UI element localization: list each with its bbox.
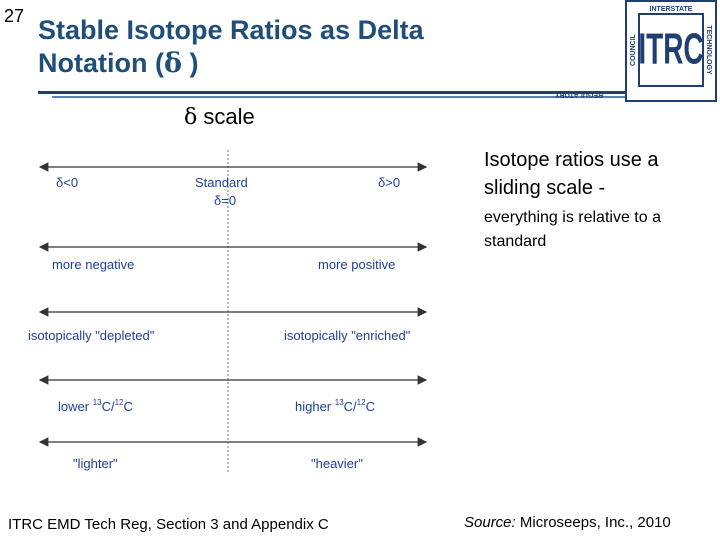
label-lower-carbon-ratio — [58, 398, 133, 414]
higher-sup-12: 12 — [356, 398, 366, 407]
lower-prefix: lower — [58, 399, 93, 414]
explanation-text — [484, 146, 709, 254]
delta-scale-diagram — [28, 140, 448, 480]
logo-right-text: TECHNOLOGY — [705, 25, 712, 75]
label-delta-less-than-zero: δ<0 — [56, 175, 79, 190]
label-more-positive: more positive — [318, 257, 396, 272]
logo-top-text: INTERSTATE — [649, 6, 693, 13]
explanation-line-2: everything is relative to a standard — [484, 209, 661, 250]
footer-reference: ITRC EMD Tech Reg, Section 3 and Appendix C — [8, 516, 329, 533]
label-delta-equals-zero: δ=0 — [214, 193, 237, 208]
footer-source — [464, 514, 671, 531]
label-standard: Standard — [195, 175, 248, 190]
title-line-2 — [38, 47, 598, 80]
source-label: Source: — [464, 514, 516, 531]
higher-prefix: higher — [295, 399, 335, 414]
scale-delta-symbol: δ — [184, 105, 198, 130]
logo-bottom-text: REGULATORY — [554, 91, 604, 98]
title-prefix: Notation ( — [38, 48, 164, 78]
logo-left-text: COUNCIL — [630, 34, 637, 66]
explanation-line-1: Isotope ratios use a sliding scale - — [484, 149, 659, 199]
slide-title — [38, 14, 598, 80]
slide-number: 27 — [4, 6, 25, 26]
lower-sup-13: 13 — [92, 398, 102, 407]
label-isotopically-enriched: isotopically "enriched" — [284, 328, 411, 343]
scale-heading-word: scale — [203, 104, 255, 129]
source-value: Microseeps, Inc., 2010 — [515, 514, 671, 531]
title-rule-light — [52, 96, 628, 98]
lower-mid: C/ — [101, 399, 115, 414]
higher-sup-13: 13 — [334, 398, 344, 407]
scale-arrows — [28, 140, 448, 480]
logo-main-text: ITRC — [638, 24, 704, 74]
label-heavier: "heavier" — [311, 456, 363, 471]
label-higher-carbon-ratio — [295, 398, 375, 414]
label-more-negative: more negative — [52, 257, 135, 272]
higher-suffix: C — [365, 399, 375, 414]
title-rule-dark — [38, 91, 628, 94]
lower-sup-12: 12 — [114, 398, 124, 407]
higher-mid: C/ — [343, 399, 357, 414]
title-suffix: ) — [182, 48, 199, 78]
scale-heading — [184, 104, 255, 130]
lower-suffix: C — [123, 399, 133, 414]
itrc-logo — [554, 0, 717, 102]
label-lighter: "lighter" — [73, 456, 118, 471]
label-delta-greater-than-zero: δ>0 — [378, 175, 401, 190]
label-isotopically-depleted: isotopically "depleted" — [28, 328, 155, 343]
title-line-1: Stable Isotope Ratios as Delta — [38, 15, 424, 45]
delta-symbol: δ — [163, 48, 182, 79]
